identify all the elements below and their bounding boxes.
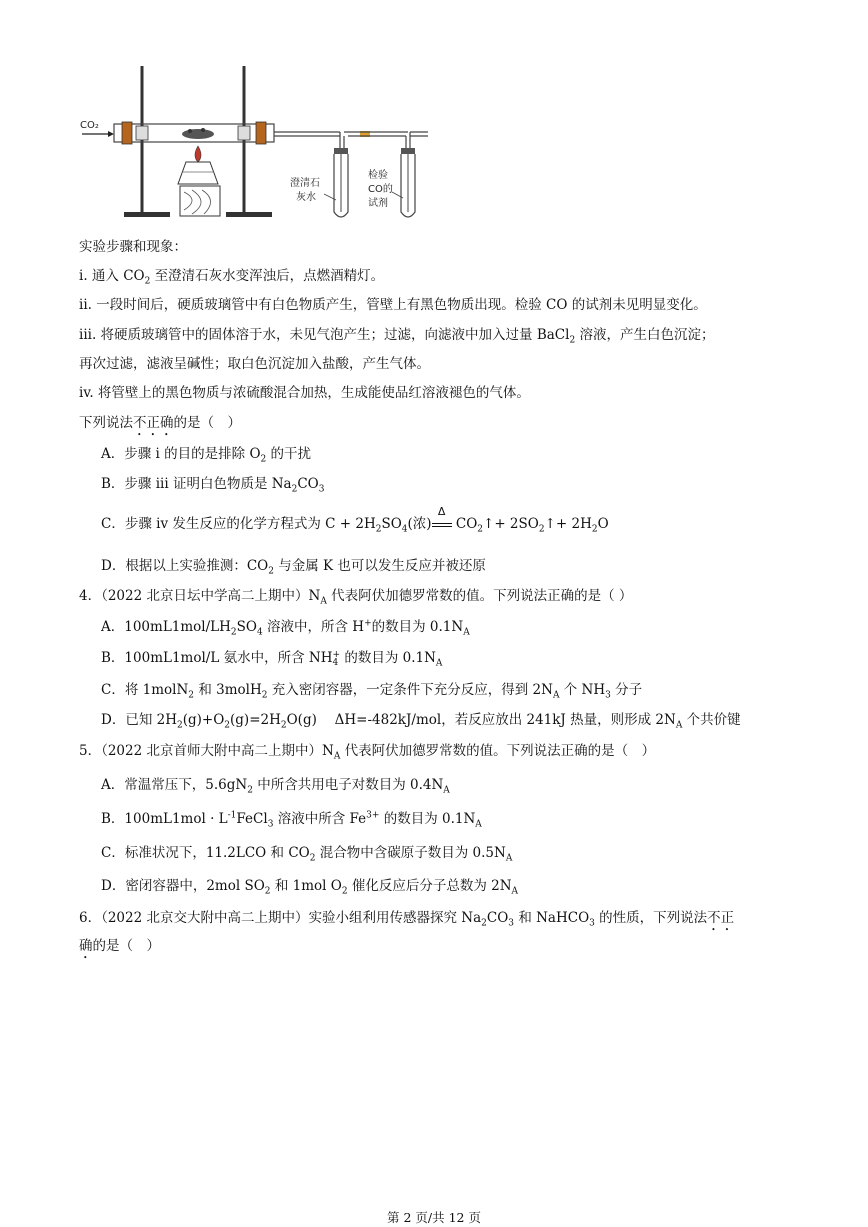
- q6-stem-line1: 6．（2022 北京交大附中高二上期中）实验小组利用传感器探究 $Na_2CO_3$ 和 NaHCO$_3$ 的性质，下列说法不正: [79, 910, 735, 929]
- step-3b: 再次过滤，滤液呈碱性；取白色沉淀加入盐酸，产生气体。: [79, 356, 430, 372]
- q4-option-d: D．已知 $2H_2(g)+O_2(g)=2H_2O(g)$ ΔH=-482kJ/mol，若反应放出 241kJ 热量，则形成 $2N_A$ 个共价键: [101, 712, 741, 731]
- steps-title: 实验步骤和现象：: [79, 239, 187, 255]
- q5-stem: 5．（2022 北京首师大附中高二上期中）$N_A$ 代表阿伏加德罗常数的值。下列说法正确的是（ ）: [79, 743, 656, 762]
- q5-option-c: C．标准状况下，11.2LCO 和 $CO_2$ 混合物中含碳原子数目为 $0.5N_A$: [101, 845, 513, 864]
- step-3a: iii. 将硬质玻璃管中的固体溶于水，未见气泡产生；过滤，向滤液中加入过量 BaCl$_2$ 溶液，产生白色沉淀；: [79, 327, 715, 346]
- q4-option-c: C．将 1molN$_2$ 和 3molH$_2$ 充入密闭容器，一定条件下充分反应，得到 $2N_A$ 个 $NH_3$ 分子: [101, 682, 643, 701]
- apparatus-diagram: [78, 62, 438, 230]
- q3-option-d: D．根据以上实验推测：$CO_2$ 与金属 K 也可以发生反应并被还原: [101, 558, 486, 577]
- page-footer: 第 2 页/共 12 页: [387, 1210, 481, 1225]
- q5-option-d: D．密闭容器中，2mol $SO_2$ 和 1mol $O_2$ 催化反应后分子总数为 $2N_A$: [101, 878, 519, 897]
- reagent-label-3: 试剂: [368, 198, 388, 209]
- q5-option-b: B．$100mL1mol \cdot L^{-1}FeCl_3$ 溶液中所含 $Fe^{3+}$ 的数目为 $0.1N_A$: [101, 810, 482, 830]
- q3-option-c: C．步骤 iv 发生反应的化学方程式为 $C + 2H_2SO_4$(浓) Δ $CO_2↑+$ $2SO_2↑+ 2H_2O$: [101, 514, 609, 534]
- step-4: iv. 将管壁上的黑色物质与浓硫酸混合加热，生成能使品红溶液褪色的气体。: [79, 385, 530, 401]
- q3-prompt: 下列说法不正确的是（ ）: [79, 415, 241, 431]
- reagent-label-1: 检验: [368, 170, 388, 181]
- q4-stem: 4．（2022 北京日坛中学高二上期中）$N_A$ 代表阿伏加德罗常数的值。下列说法正确的是（ ）: [79, 588, 633, 607]
- step-2: ii. 一段时间后，硬质玻璃管中有白色物质产生，管壁上有黑色物质出现。检验 CO 的试剂未见明显变化。: [79, 297, 707, 313]
- apparatus-drawing: [78, 62, 438, 230]
- q4-option-b: B．100mL1mol/L 氨水中，所含 NH+ 4 的数目为 $0.1N_A$: [101, 649, 443, 669]
- step-1: i. 通入 $CO_2$ 至澄清石灰水变浑浊后，点燃酒精灯。: [79, 268, 385, 287]
- q3-option-b: B．步骤 iii 证明白色物质是 $Na_2CO_3$: [101, 476, 325, 495]
- q6-stem-line2: 确的是（ ）: [79, 938, 160, 954]
- q4-option-a: A．$100mL1mol/LH_2SO_4$ 溶液中，所含 H+的数目为 $0.1N_A$: [101, 618, 470, 638]
- gas-label: CO₂: [80, 120, 99, 131]
- limewater-label-1: 澄清石: [290, 178, 320, 189]
- q5-option-a: A．常温常压下，$5.6gN_2$ 中所含共用电子对数目为 $0.4N_A$: [101, 777, 450, 796]
- heat-symbol: Δ: [437, 505, 446, 518]
- reagent-label-2: CO的: [368, 184, 393, 195]
- limewater-label-2: 灰水: [296, 192, 316, 203]
- q3-option-a: A．步骤 i 的目的是排除 $O_2$ 的干扰: [101, 446, 312, 465]
